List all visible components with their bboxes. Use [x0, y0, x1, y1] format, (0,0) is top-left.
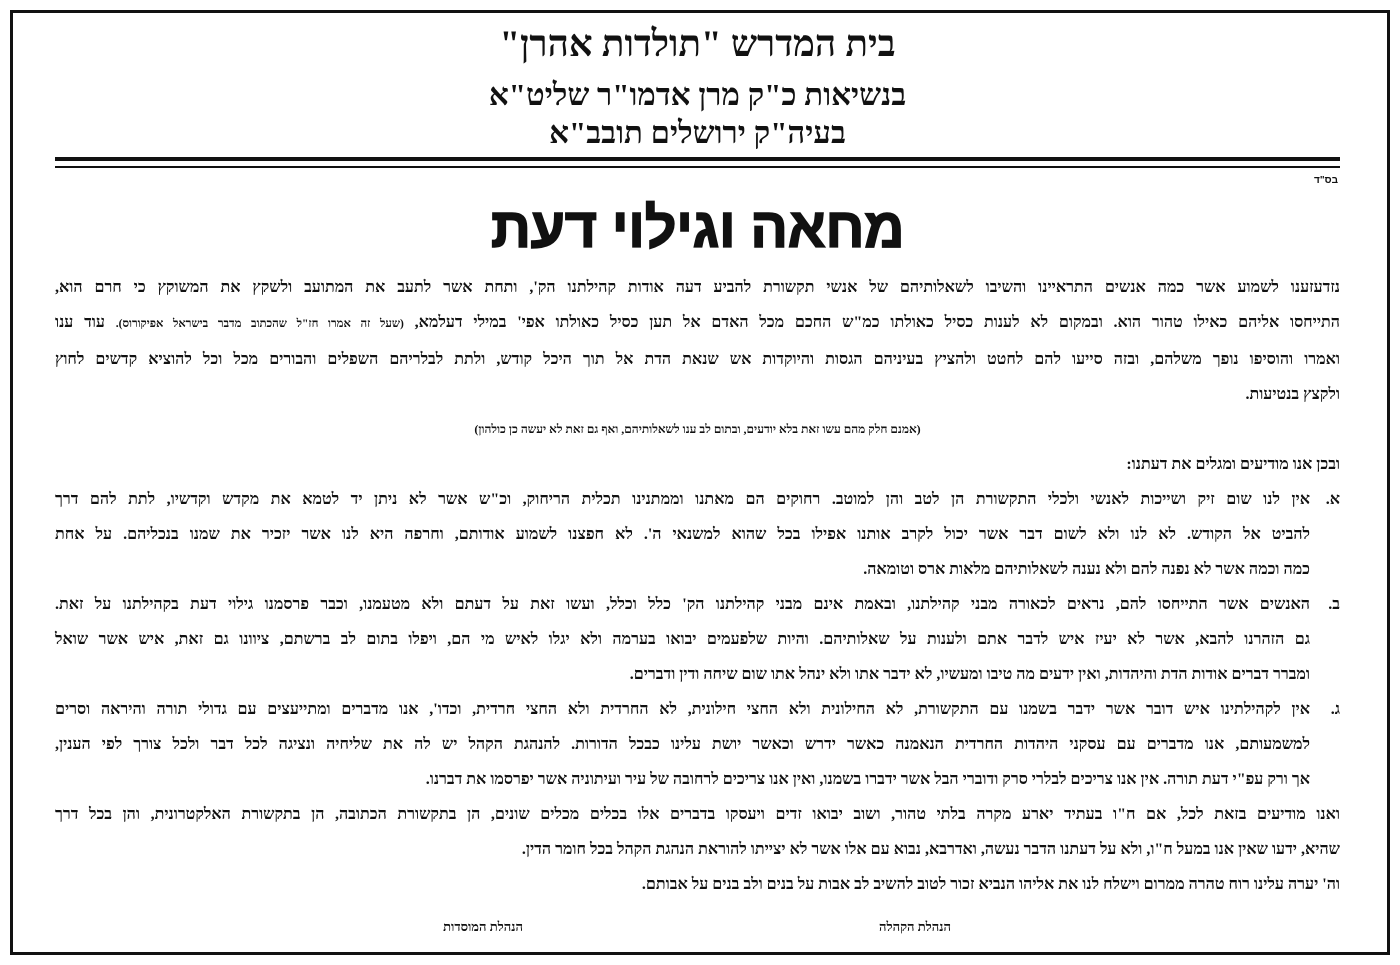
signature-community-board: הנהלת הקהלה [879, 919, 951, 934]
item-line: גם הזהרנו להבא, אשר לא יעיז איש לדבר אתם ולענות על שאלותיהם. והיות שלפעמים יבואו בערמה ולא יגלו לאיש מי הם, ויפלו בתום לב ברשתם, ציוונו גם זאת, איש אשר שואל [55, 631, 1310, 648]
header-institution-name: בית המדרש "תולדות אהרן" [499, 24, 896, 65]
intro-line-text: עוד ענו [55, 314, 105, 331]
item-line: להביט אל הקודש. לא לנו ולא לשום דבר אשר יכול לקרב אותנו אפילו בכל שהוא למשנאי ה'. לא חפצנו לשמוע אודותם, וחרפה היא לנו אשר יזכיר את שמנו בנכליהם. על אחת [55, 526, 1310, 543]
intro-note: (אמנם חלק מהם עשו זאת בלא יודעים, ובתום לב ענו לשאלותיהם, ואף גם זאת לא יעשה כן כולהון) [474, 422, 921, 436]
closing-paragraph [55, 797, 1340, 902]
header-leadership: בנשיאות כ"ק מרן אדמו"ר שליט"א [488, 77, 907, 112]
item-marker: א. [1325, 491, 1340, 508]
item-line: אין לקהילתינו איש דובר אשר ידבר בשמנו עם התקשורת, לא החילונית ולא החצי חילונית, לא החרדית ולא החצי חרדית, וכדו', אנו מדברים ומתייעצים עם גדולי תורה והיראה וסרים [55, 701, 1310, 718]
notice-title: מחאה וגילוי דעת [490, 196, 905, 259]
intro-aside: (שעל זה אמרו חז"ל שהכתוב מדבר בישראל אפיקורוס). [115, 318, 404, 330]
closing-line: שהיא, ידעו שאין אנו במעל ח"ו, ולא על דעתנו הדבר נעשה, ואדרבא, נבוא עם אלו אשר לא יצייתו להוראת הנהגת הקהל בכל חומר הדין. [521, 841, 1340, 858]
item-line: ומברר דברים אודות הדת והיהדות, ואין ידעים מה טיבו ומעשיו, לא ידבר אתו ולא ינהל אתו שום שיחה ודין ודברים. [629, 666, 1310, 683]
item-marker: ג. [1330, 701, 1340, 718]
notice-body [55, 270, 1340, 902]
intro-line: נזדעזענו לשמוע אשר כמה אנשים התראיינו והשיבו לשאלותיהם של אנשי תקשורת להביע דעה אודות קהילתנו הק', ותחת אשר לתעב את המתועב ולשקץ את המשוקץ כי חרם הוא, [55, 279, 1340, 296]
intro-line [55, 305, 1340, 342]
item-marker: ב. [1328, 596, 1340, 613]
intro-paragraph [55, 270, 1340, 412]
header-location: בעיה"ק ירושלים תובב"א [549, 115, 846, 150]
intro-line: ולקצץ בנטיעות. [1245, 386, 1340, 403]
closing-line: ואנו מודיעים בזאת לכל, אם ח"ו בעתיד יארע מקרה בלתי טהור, ושוב יבואו זדים ויעסקו בדברים אלו בכלים מכלים שונים, הן בתקשורת הכתובה, הן בתקשורת האלקטרונית, והן בכל דרך [55, 806, 1340, 823]
item-line: למשמעותם, אנו מדברים עם עסקני היהדות החרדית הנאמנה כאשר ידרש וכאשר יושת עלינו כבכל הדורות. להנהגת הקהל יש לה את שליחיה ונציגה לכל דבר ולכל צורך לפי הענין, [55, 736, 1310, 753]
signature-institutions-board: הנהלת המוסדות [443, 919, 523, 934]
bsd-mark: בס"ד [1314, 175, 1338, 186]
item-line: אך ורק עפ"י דעת תורה. אין אנו צריכים לבלרי סרק ודוברי הבל אשר ידברו בשמנו, ואין אנו צריכים לרחובה של עיר ועיתוניה אשר יפרסמו את דברנו. [425, 771, 1310, 788]
lead-line: ובכן אנו מודיעים ומגלים את דעתנו: [1126, 456, 1340, 473]
item-line: כמה וכמה אשר לא נפנה להם ולא נענה לשאלותיהם מלאות ארס וטומאה. [863, 561, 1310, 578]
intro-line-text: התייחסו אליהם כאילו טהור הוא. ובמקום לא לענות כסיל כאולתו כמ"ש החכם מכל האדם אל תען כסיל כאולתו אפי' במילי דעלמא, [414, 314, 1341, 331]
closing-line: וה' יערה עלינו רוח טהרה ממרום וישלח לנו את אליהו הנביא זכור לטוב להשיב לב אבות על בנים ולב בנים על אבותם. [641, 876, 1340, 893]
item-b [55, 587, 1340, 692]
header-rule-thick [55, 157, 1340, 161]
item-line: האנשים אשר התייחסו להם, נראים לכאורה מבני קהילתנו, ובאמת אינם מבני קהילתנו הק' כלל וכלל, ועשו זאת על דעתם ולא מטעמנו, וכבר פרסמנו גילוי דעת בקהילתנו על זאת. [55, 596, 1310, 613]
item-line: אין לנו שום זיק ושייכות לאנשי ולכלי התקשורת הן לטב והן למוטב. רחוקים הם מאתנו וממתנינו תכלית הריחוק, וכ"ש אשר לא ניתן יד לטמא את מקדש וקדשיו, לתת להם דרך [55, 491, 1310, 508]
item-c [55, 692, 1340, 797]
header-rule-thin [55, 166, 1340, 168]
item-a [55, 482, 1340, 587]
intro-line: ואמרו והוסיפו נופך משלהם, ובזה סייעו להם לחטט ולהציץ בעיניהם הגסות והיוקדות אש שנאת הדת אל תוך היכל קודש, ולתת לבלריהם השפלים והבורים מכל וכל להוציא קדשים לחוץ [55, 351, 1340, 368]
